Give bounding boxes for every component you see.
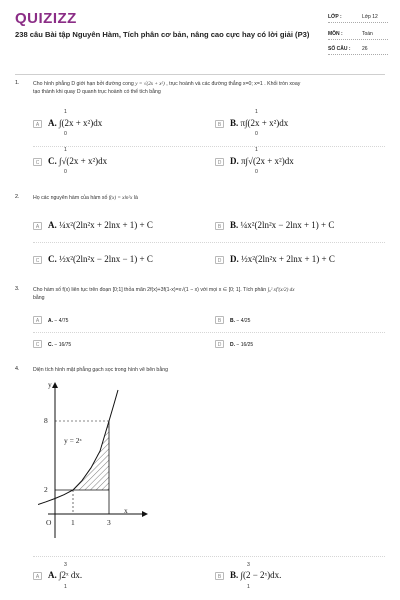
option-badge-b[interactable]: B <box>215 572 224 580</box>
option-letter: A. <box>48 570 57 580</box>
question-text <box>33 286 385 302</box>
option-expression: π∫(2x + x²)dx <box>240 118 289 128</box>
integral-lower-limit: 1 <box>247 584 250 590</box>
x-axis-arrow <box>142 511 148 517</box>
integral-upper-limit: 1 <box>255 147 258 153</box>
quizizz-logo: QUIZIZZ <box>15 10 77 27</box>
option-badge-d[interactable]: D <box>215 158 224 166</box>
question-text-part: Họ các nguyên hàm của hàm số <box>33 195 108 201</box>
option-badge-a[interactable]: A <box>33 222 42 230</box>
question-number: 1. <box>15 80 20 86</box>
integral-upper-limit: 3 <box>247 562 250 568</box>
exponential-area-graph <box>38 378 150 546</box>
option-badge-b[interactable]: B <box>215 120 224 128</box>
question-number: 2. <box>15 194 20 200</box>
option-letter: A. <box>48 118 57 128</box>
option-b[interactable] <box>230 118 288 128</box>
origin-label: O <box>46 518 52 527</box>
inline-formula: f(x) = xln²x <box>108 195 133 201</box>
option-badge-c[interactable]: C <box>33 158 42 166</box>
option-letter: D. <box>230 156 239 166</box>
option-divider <box>33 242 385 243</box>
meta-subject-value: Toán <box>362 31 373 37</box>
option-c[interactable] <box>48 156 107 166</box>
meta-divider <box>328 54 388 55</box>
option-a[interactable] <box>48 118 102 128</box>
question-text-part: tạo thành khi quay D quanh trục hoành có thể tích bằng <box>33 89 161 95</box>
option-expression: ∫2ˣ dx. <box>59 570 83 580</box>
option-divider <box>33 332 385 333</box>
option-expression: ∫(2 − 2ˣ)dx. <box>240 570 282 580</box>
integral-upper-limit: 1 <box>255 109 258 115</box>
integral-lower-limit: 1 <box>64 584 67 590</box>
y-axis-label: y <box>48 380 52 389</box>
question-text-part: bằng <box>33 295 45 301</box>
x-axis-label: x <box>124 506 128 515</box>
option-expression: − 16/25 <box>236 342 254 348</box>
option-letter: B. <box>230 118 239 128</box>
option-b[interactable] <box>230 220 334 230</box>
option-d[interactable] <box>230 254 335 264</box>
question-number: 4. <box>15 366 20 372</box>
integral-upper-limit: 1 <box>64 109 67 115</box>
option-letter: A. <box>48 318 53 324</box>
integral-upper-limit: 3 <box>64 562 67 568</box>
option-letter: D. <box>230 254 239 264</box>
option-b[interactable] <box>230 318 250 324</box>
question-text <box>33 80 385 96</box>
x-tick-1: 1 <box>71 518 75 527</box>
option-expression: − 16/75 <box>54 342 72 348</box>
option-letter: D. <box>230 342 235 348</box>
integral-lower-limit: 0 <box>255 131 258 137</box>
curve-label: y = 2ˣ <box>64 436 82 445</box>
option-a[interactable] <box>48 570 82 580</box>
y-tick-2: 2 <box>44 485 48 494</box>
inline-formula: y = √(2x + x²) <box>135 81 165 87</box>
option-expression: − 4/25 <box>236 318 251 324</box>
question-text-part: , trục hoành và các đường thẳng x=0; x=1 . Khối tròn xoay <box>166 81 301 87</box>
option-expression: ∫√(2x + x²)dx <box>59 156 108 166</box>
meta-class-label: LỚP : <box>328 14 342 20</box>
question-number: 3. <box>15 286 20 292</box>
option-badge-a[interactable]: A <box>33 316 42 324</box>
option-expression: − 4/75 <box>54 318 69 324</box>
integral-lower-limit: 0 <box>255 169 258 175</box>
y-axis-arrow <box>52 382 58 388</box>
option-letter: B. <box>230 318 235 324</box>
option-expression: ½x²(2ln²x + 2lnx + 1) + C <box>241 254 335 264</box>
option-letter: C. <box>48 156 57 166</box>
option-d[interactable] <box>230 342 253 348</box>
option-expression: ∫(2x + x²)dx <box>59 118 103 128</box>
x-tick-3: 3 <box>107 518 111 527</box>
option-badge-d[interactable]: D <box>215 340 224 348</box>
option-b[interactable] <box>230 570 281 580</box>
option-badge-c[interactable]: C <box>33 340 42 348</box>
question-text-part: Cho hàm số f(x) liên tục trên đoạn [0;1] thỏa mãn 2f(x)+3f(1-x)=x√(1 − x) với mọi x ∈ [0; 1]. Tích phân <box>33 287 267 293</box>
meta-count-value: 26 <box>362 46 368 52</box>
option-letter: B. <box>230 220 239 230</box>
option-letter: C. <box>48 342 53 348</box>
meta-class-value: Lớp 12 <box>362 14 378 20</box>
integral-lower-limit: 0 <box>64 169 67 175</box>
meta-subject-label: MÔN : <box>328 31 343 37</box>
meta-count-label: SỐ CÂU : <box>328 46 351 52</box>
worksheet-title: 238 câu Bài tập Nguyên Hàm, Tích phân cơ bản, nâng cao cực hay có lời giải (P3) <box>15 30 310 39</box>
option-badge-d[interactable]: D <box>215 256 224 264</box>
option-expression: ¼x²(2ln²x + 2lnx + 1) + C <box>59 220 153 230</box>
option-a[interactable] <box>48 220 153 230</box>
question-text <box>33 194 385 202</box>
header-divider <box>15 74 385 75</box>
option-expression: π∫√(2x + x²)dx <box>241 156 294 166</box>
shaded-region <box>73 421 109 490</box>
option-badge-b[interactable]: B <box>215 316 224 324</box>
option-badge-c[interactable]: C <box>33 256 42 264</box>
option-badge-a[interactable]: A <box>33 572 42 580</box>
question-text-part: Cho hình phẳng D giới hạn bởi đường cong <box>33 81 134 87</box>
option-c[interactable] <box>48 342 71 348</box>
option-letter: C. <box>48 254 57 264</box>
meta-divider <box>328 39 388 40</box>
option-letter: A. <box>48 220 57 230</box>
y-tick-8: 8 <box>44 416 48 425</box>
meta-divider <box>328 22 388 23</box>
option-d[interactable] <box>230 156 294 166</box>
question-text: Diện tích hình mặt phẳng gạch sọc trong hình vẽ bên bằng <box>33 367 168 373</box>
option-divider <box>33 556 385 557</box>
option-c[interactable] <box>48 254 153 264</box>
option-expression: ¼x²(2ln²x − 2lnx + 1) + C <box>240 220 335 230</box>
inline-formula: ∫₀² xf′(x/2) dx <box>267 287 295 293</box>
integral-upper-limit: 1 <box>64 147 67 153</box>
option-expression: ½x²(2ln²x − 2lnx − 1) + C <box>59 254 153 264</box>
option-divider <box>33 146 385 147</box>
option-badge-a[interactable]: A <box>33 120 42 128</box>
option-letter: B. <box>230 570 239 580</box>
question-text-part: là <box>133 195 138 201</box>
integral-lower-limit: 0 <box>64 131 67 137</box>
option-badge-b[interactable]: B <box>215 222 224 230</box>
option-a[interactable] <box>48 318 68 324</box>
